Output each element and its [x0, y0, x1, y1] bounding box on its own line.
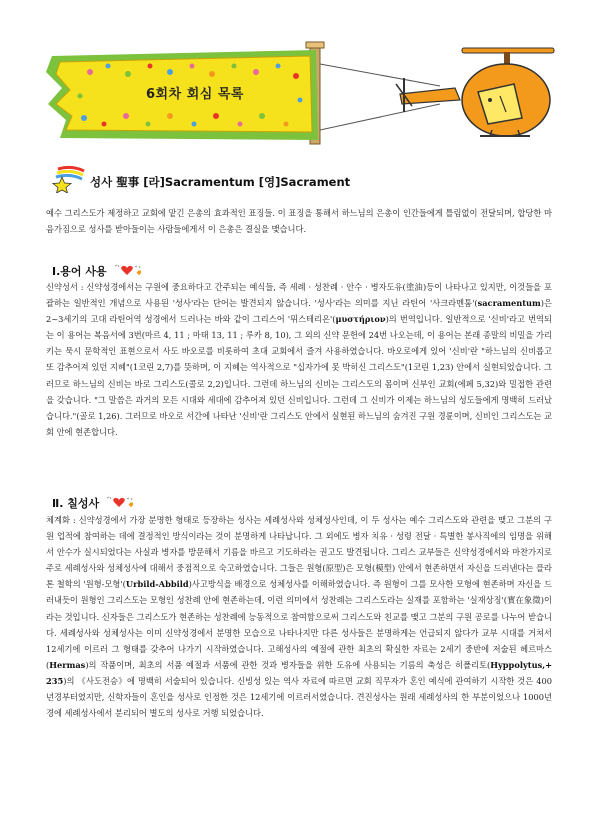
text-segment: )은 2~3세기의 고대 라틴어역 성경에서 드러나는 바와 같이 그리스어 '뮈스테리온'( — [46, 298, 552, 325]
term-urbild-abbild: Urbild-Abbild — [125, 579, 189, 590]
subheading-label: Ⅱ. 칠성사 — [52, 497, 100, 510]
seven-sacraments-paragraph — [46, 512, 552, 721]
text-segment: )의 작품이며, 최초의 서품 예절과 서품에 관한 것과 병자들을 위한 도유에 사용되는 기름의 축성은 히폴리토( — [85, 659, 491, 670]
text-segment: 신약성서 : 신약성경에서는 구원에 중요하다고 간주되는 예식들, 즉 세례 · 성찬례 · 안수 · 병자도유(塗油)등이 나타나고 있지만, 이것들을 포괄하는 일반적인 개념으로 사용된 '성사'라는 단어는 발견되지 않습니다. '성사'라는 의미를 지닌 라틴어 '사크라멘툼'( — [46, 282, 552, 309]
term-mysterion: μυστήριον — [335, 314, 386, 325]
terminology-paragraph — [46, 279, 552, 440]
hearts-decoration-icon — [113, 263, 143, 280]
banner-title: 6회차 회심 목록 — [146, 87, 244, 102]
subheading-label: Ⅰ.용어 사용 — [52, 265, 107, 278]
text-segment: 체계화 : 신약성경에서 가장 분명한 형태로 등장하는 성사는 세례성사와 성체성사인데, 이 두 성사는 예수 그리스도와 관련을 맺고 그분의 구원 업적에 참여하는 데에 결정적인 방식이라는 것이 분명하게 나타납니다. 그 외에도 병자 치유 · 성령 전달 · 특별한 봉사직에의 임명을 위해서 안수가 실시되었다는 사실과 병자를 방문해서 기름을 바르고 기도하라는 권고도 발견됩니다. 그리스 교부들은 신약성경에서와 마찬가지로 주로 세례성사와 성체성사에 대해서 중점적으로 숙고하였습니다. 그들은 원형(原型)은 모형(模型) 안에서 현존하면서 자신을 드러낸다는 플라톤 철학의 '원형-모형'( — [46, 515, 552, 590]
term-hermas: Hermas — [49, 659, 86, 670]
subheading-terminology — [52, 262, 143, 280]
intro-paragraph: 예수 그리스도가 제정하고 교회에 맡긴 은총의 효과적인 표징들. 이 표징을 통해서 하느님의 은총이 인간들에게 틀림없이 전달되며, 합당한 마음가짐으로 성사를 받아들이는 사람들에게서 이 은총은 결실을 맺습니다. — [46, 208, 552, 235]
term-hyppolytus: Hyppolytus,+ 235 — [46, 659, 552, 686]
subheading-seven-sacraments — [52, 494, 135, 512]
term-sacramentum: sacramentum — [477, 298, 541, 309]
shooting-star-icon — [52, 165, 86, 193]
text-segment: )사고방식을 배경으로 성체성사를 이해하였습니다. 즉 원형이 그를 모사한 모형에 현존하며 자신을 드러내듯이 원형인 그리스도는 모형인 성찬례 안에 현존하는데, 이런 의미에서 성찬례는 그리스도라는 실재를 포함하는 '실재상징'(實在象徵)이라는 것입니다. 신자들은 그리스도가 현존하는 성찬례에 능동적으로 참여함으로써 그리스도와 친교를 맺고 그분의 구원 공로를 나누어 받습니다. 세례성사와 성체성사는 이미 신약성경에서 분명한 모습으로 나타나지만 다른 성사들은 분명하게는 언급되지 않다가 교부 시대를 거쳐서 12세기에 이르러 그 형태를 갖추어 나가기 시작하였습니다. 고해성사의 예절에 관한 최초의 확실한 자료는 2세기 중반에 저술된 헤르마스( — [46, 579, 553, 670]
section-title: 성사 聖事 [라]Sacramentum [영]Sacrament — [90, 175, 351, 189]
header-banner — [0, 0, 595, 150]
text-segment: )의 《사도전승》에 명백히 서술되어 있습니다. 신빙성 있는 역사 자료에 따르면 교회 직무자가 혼인 예식에 관여하기 시작한 것은 400년경부터였지만, 신학자들이 혼인을 성사로 인정한 것은 12세기에 이르러서였습니다. 견진성사는 원래 세례성사의 한 부분이었으나 1000년경에 세례성사에서 분리되어 별도의 성사로 거행 되었습니다. — [46, 675, 552, 719]
hearts-decoration-icon — [105, 495, 135, 512]
text-segment: )의 번역입니다. 일반적으로 '신비'라고 번역되는 이 용어는 복음서에 3번(마르 4, 11 ; 마태 13, 11 ; 루카 8, 10), 그 외의 신약 문헌에 24번 나오는데, 이 용어는 본래 종말의 비밀을 가리키는 묵시 문학적인 표현으로서 사도 바오로를 비롯하여 초대 교회에서 즐겨 사용하였습니다. 바오로에게 있어 '신비'란 "하느님의 신비롭고 또 감추어져 있던 지혜"(1코린 2,7)를 뜻하며, 이 지혜는 역사적으로 "십자가에 못 박히신 그리스도"(1코린 1,23) 안에서 실현되었습니다. 그러므로 하느님의 신비는 바로 그리스도(콜로 2,2)입니다. 그런데 하느님의 신비는 그리스도의 몸이며 신부인 교회(에페 5,32)와 밀접한 관련을 갖습니다. "그 말씀은 과거의 모든 시대와 세대에 감추어져 있던 신비입니다. 그런데 그 신비가 이제는 하느님의 성도들에게 명백히 드러났습니다."(골로 1,26). 그러므로 바오로 서간에 나타난 '신비'란 그리스도 안에서 실현된 하느님의 숨겨진 구원 경륜이며, 신비인 그리스도는 교회 안에 현존합니다. — [46, 314, 552, 437]
banner-illustration — [0, 0, 595, 150]
section-heading — [52, 165, 562, 193]
